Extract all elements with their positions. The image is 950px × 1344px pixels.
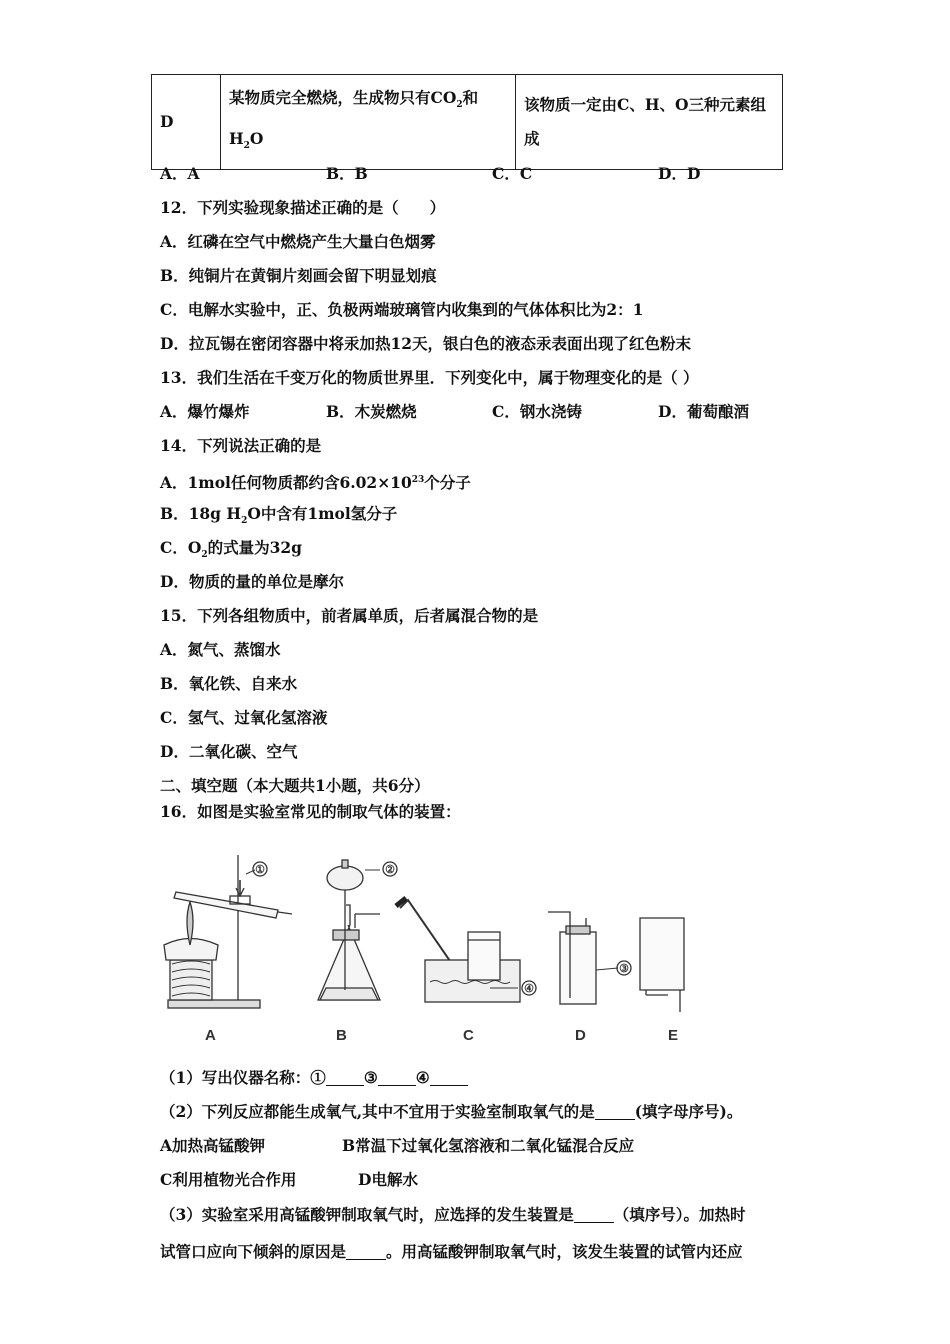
options-table [151, 74, 783, 170]
apparatus-e [640, 918, 684, 1012]
figure-label-a: A [205, 1027, 216, 1044]
callout-1: ① [255, 863, 265, 876]
part2-option-a[interactable]: A加热高锰酸钾 [160, 1136, 266, 1155]
q16-part2: （2）下列反应都能生成氧气,其中不宜用于实验室制取氧气的是 (填字母序号)。 [160, 1102, 743, 1121]
q11-option-a[interactable]: A．A [160, 164, 200, 183]
q13-option-d[interactable]: D．葡萄酿酒 [658, 402, 749, 421]
section-title: 二、填空题（本大题共1小题，共6分） [160, 776, 430, 795]
figure-label-c: C [463, 1027, 474, 1044]
q15-stem: 15．下列各组物质中，前者属单质，后者属混合物的是 [160, 606, 539, 625]
apparatus-d [548, 912, 618, 1004]
blank-1[interactable] [326, 1069, 364, 1086]
q16-part2-options-cd [160, 1170, 418, 1190]
callout-2: ② [385, 863, 395, 876]
figure-label-e: E [668, 1027, 679, 1044]
apparatus-b [318, 860, 380, 1000]
q12-option-c[interactable]: C．电解水实验中，正、负极两端玻璃管内收集到的气体体积比为2：1 [160, 300, 644, 319]
blank-4[interactable] [430, 1069, 468, 1086]
q15-option-d[interactable]: D．二氧化碳、空气 [160, 742, 298, 761]
q11-option-d[interactable]: D．D [658, 164, 701, 183]
q16-stem: 16．如图是实验室常见的制取气体的装置： [160, 802, 461, 821]
q16-part3-line2: 试管口应向下倾斜的原因是 。用高锰酸钾制取氧气时，该发生装置的试管内还应 [160, 1242, 743, 1261]
table-conclusion: 该物质一定由C、H、O三种元素组 成 [516, 75, 783, 170]
q11-option-c[interactable]: C．C [492, 164, 533, 183]
q14-option-a[interactable]: A．1mol任何物质都约含$6.02\times 10^{23}$个分子 [160, 473, 471, 493]
apparatus-c [396, 898, 520, 1002]
q13-option-a[interactable]: A．爆竹爆炸 [160, 402, 250, 421]
q15-option-b[interactable]: B．氧化铁、自来水 [160, 674, 298, 693]
apparatus-figure [150, 840, 710, 1045]
blank-3[interactable] [378, 1069, 416, 1086]
figure-label-d: D [575, 1027, 586, 1044]
blank-part3-device[interactable] [574, 1206, 614, 1223]
q13-option-c[interactable]: C．钢水浇铸 [492, 402, 582, 421]
q15-option-c[interactable]: C．氢气、过氧化氢溶液 [160, 708, 328, 727]
q12-option-d[interactable]: D．拉瓦锡在密闭容器中将汞加热12天，银白色的液态汞表面出现了红色粉末 [160, 334, 692, 353]
callout-4: ④ [524, 982, 534, 995]
q13-options [160, 402, 824, 422]
table-row [152, 75, 783, 170]
q11-options [160, 164, 824, 184]
q14-stem: 14．下列说法正确的是 [160, 436, 322, 455]
q16-part1: （1）写出仪器名称：① ③ ④ [160, 1068, 468, 1088]
q12-stem: 12．下列实验现象描述正确的是（ ） [160, 198, 446, 217]
q16-part2-options-ab [160, 1136, 634, 1156]
part2-option-b[interactable]: B常温下过氧化氢溶液和二氧化锰混合反应 [342, 1136, 635, 1155]
part2-option-d[interactable]: D电解水 [358, 1170, 418, 1189]
part2-option-c[interactable]: C利用植物光合作用 [160, 1170, 297, 1189]
callout-3: ③ [619, 962, 629, 975]
table-condition: 某物质完全燃烧，生成物只有$CO_2$和 $H_2O$ [221, 75, 516, 170]
apparatus-a [164, 855, 292, 1008]
figure-label-b: B [336, 1027, 347, 1044]
q12-option-a[interactable]: A．红磷在空气中燃烧产生大量白色烟雾 [160, 232, 436, 251]
blank-part2[interactable] [595, 1103, 635, 1120]
table-row-label: D [152, 75, 221, 170]
q15-option-a[interactable]: A．氮气、蒸馏水 [160, 640, 281, 659]
q14-option-c[interactable]: C．$O_2$的式量为32g [160, 538, 303, 561]
q16-part3-line1: （3）实验室采用高锰酸钾制取氧气时，应选择的发生装置是 （填序号）。加热时 [160, 1205, 746, 1224]
q11-option-b[interactable]: B．B [326, 164, 368, 183]
q13-option-b[interactable]: B．木炭燃烧 [326, 402, 417, 421]
q13-stem: 13．我们生活在千变万化的物质世界里．下列变化中，属于物理变化的是（ ） [160, 368, 699, 387]
q14-option-d[interactable]: D．物质的量的单位是摩尔 [160, 572, 344, 591]
blank-part3-reason[interactable] [346, 1243, 386, 1260]
q12-option-b[interactable]: B．纯铜片在黄铜片刻画会留下明显划痕 [160, 266, 437, 285]
q14-option-b[interactable]: B．18g $H_2O$中含有1mol氢分子 [160, 504, 398, 527]
